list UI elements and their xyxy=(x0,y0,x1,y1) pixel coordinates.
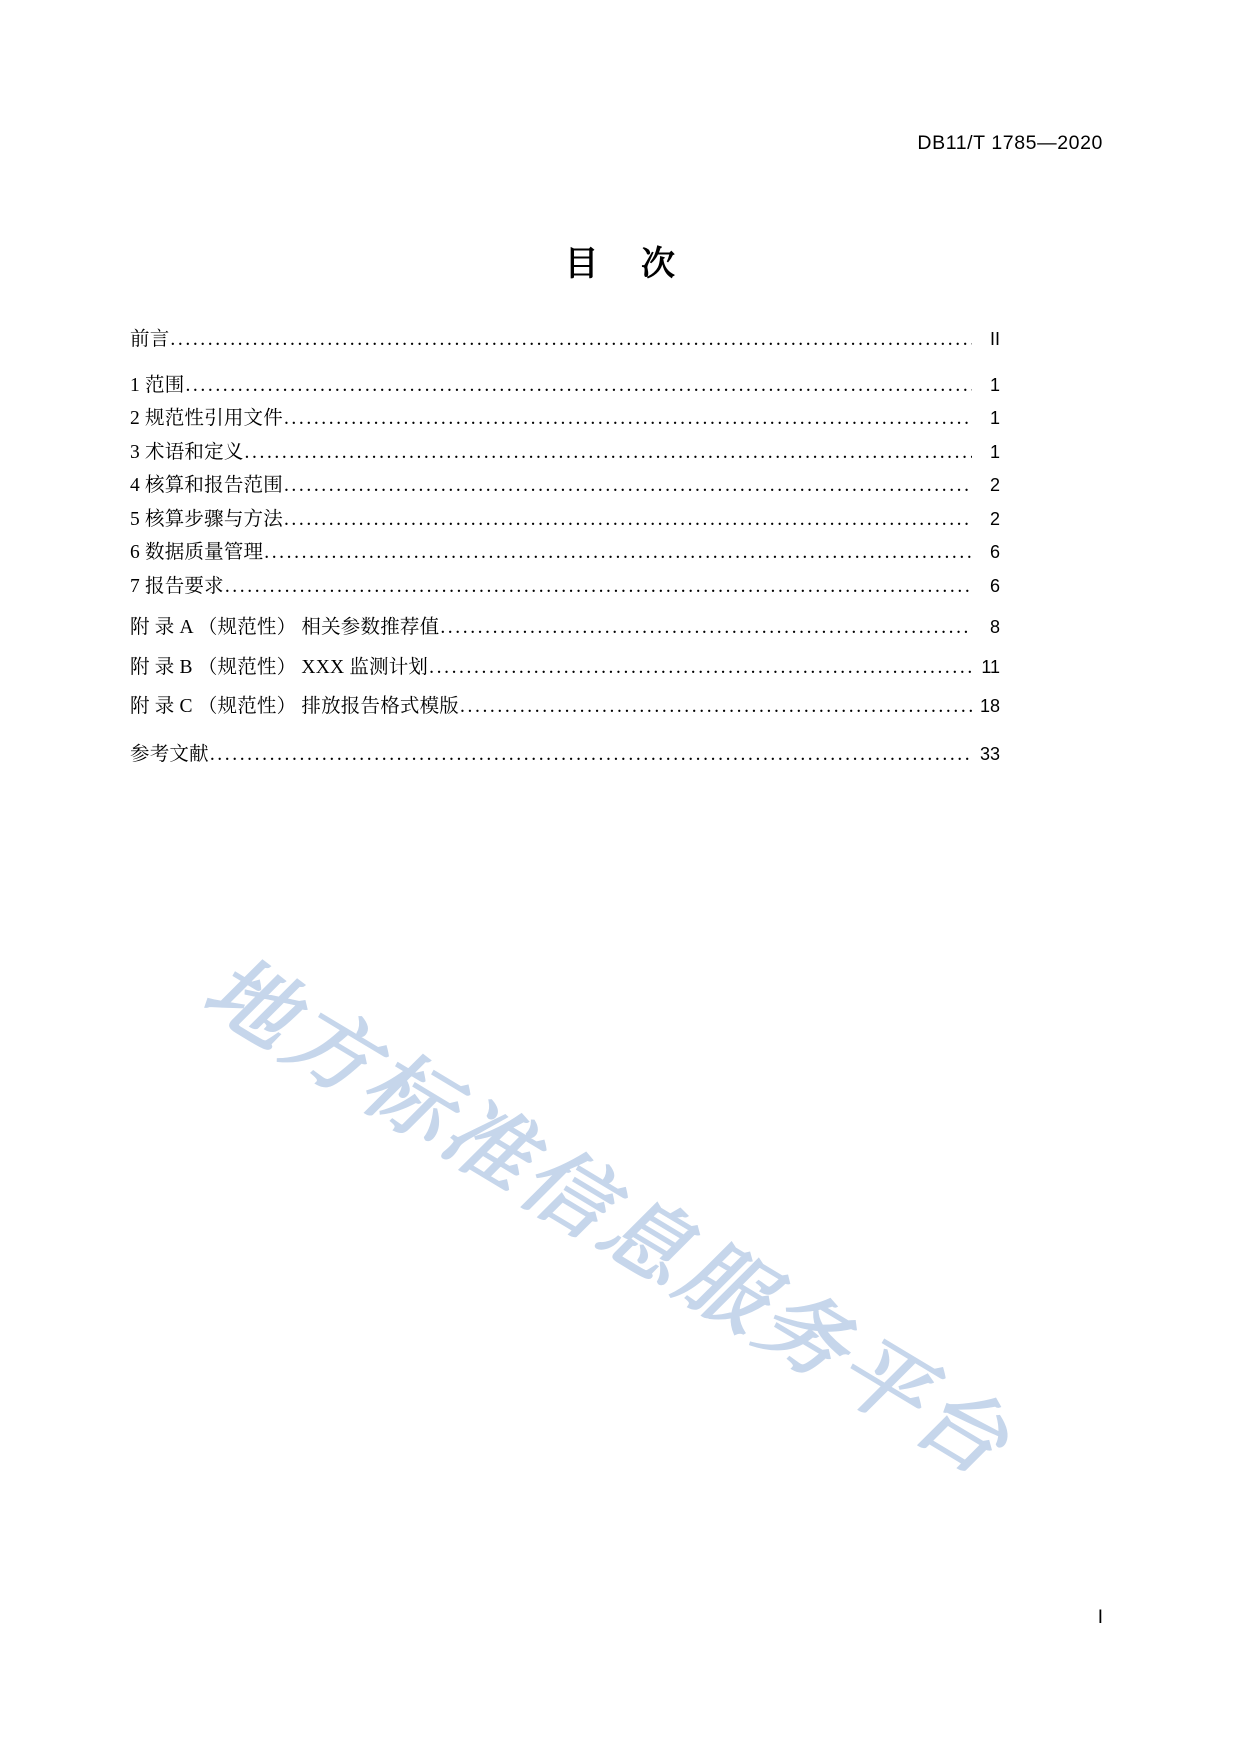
toc-leader-dots xyxy=(225,577,972,597)
toc-entry-annex-c[interactable] xyxy=(130,697,1000,717)
toc-entry-page: II xyxy=(989,329,1000,349)
toc-leader-dots xyxy=(429,658,972,678)
toc-entry-label: 2 规范性引用文件 xyxy=(130,408,283,429)
toc-entry-label: 附 录 B （规范性） XXX 监测计划 xyxy=(130,656,429,678)
toc-entry-bibliography[interactable] xyxy=(130,745,1000,765)
toc-entry-page: 6 xyxy=(989,542,1000,562)
toc-entry-label: 5 核算步骤与方法 xyxy=(130,508,283,530)
toc-entry-page: 33 xyxy=(979,743,1000,764)
toc-entry-annex-a[interactable] xyxy=(130,618,1000,638)
toc-entry-page: 8 xyxy=(989,617,1000,637)
toc-entry-normative-references[interactable] xyxy=(130,409,1000,429)
toc-leader-dots xyxy=(460,697,972,717)
toc-entry-accounting-reporting-scope[interactable] xyxy=(130,476,1000,496)
toc-leader-dots xyxy=(284,409,972,429)
toc-entry-label: 前言 xyxy=(130,329,170,350)
toc-entry-label: 附 录 C （规范性） 排放报告格式模版 xyxy=(130,696,460,717)
toc-entry-preface[interactable] xyxy=(130,330,1000,350)
toc-entry-page: 11 xyxy=(981,656,1000,677)
table-of-contents xyxy=(130,330,1000,764)
title-char-1: 目 xyxy=(564,246,599,283)
toc-entry-accounting-steps-methods[interactable] xyxy=(130,510,1000,530)
toc-entry-label: 3 术语和定义 xyxy=(130,441,244,463)
watermark xyxy=(189,920,1028,1495)
toc-entry-scope[interactable] xyxy=(130,376,1000,396)
toc-entry-annex-b[interactable] xyxy=(130,658,1000,678)
watermark-text: 地方标准信息服务平台 xyxy=(189,938,1028,1495)
standard-code-header: DB11/T 1785—2020 xyxy=(917,132,1103,154)
toc-entry-label: 1 范围 xyxy=(130,374,185,396)
toc-entry-page: 18 xyxy=(979,696,1000,716)
toc-entry-page: 2 xyxy=(989,508,1000,529)
toc-entry-label: 参考文献 xyxy=(130,743,209,765)
footer-page-number: I xyxy=(1097,1607,1103,1628)
toc-leader-dots xyxy=(245,443,972,463)
toc-entry-page: 2 xyxy=(989,475,1000,495)
toc-entry-reporting-requirements[interactable] xyxy=(130,577,1000,597)
title-char-2: 次 xyxy=(641,246,676,283)
toc-entry-page: 1 xyxy=(989,374,1000,395)
toc-leader-dots xyxy=(264,543,972,563)
page-title xyxy=(0,236,1240,285)
toc-leader-dots xyxy=(210,745,972,765)
toc-entry-page: 6 xyxy=(989,575,1000,596)
toc-entry-label: 7 报告要求 xyxy=(130,575,224,597)
toc-leader-dots xyxy=(284,510,972,530)
toc-entry-label: 4 核算和报告范围 xyxy=(130,475,283,496)
toc-leader-dots xyxy=(185,376,972,396)
toc-entry-page: 1 xyxy=(989,441,1000,462)
toc-entry-label: 附 录 A （规范性） 相关参数推荐值 xyxy=(130,617,440,638)
toc-entry-label: 6 数据质量管理 xyxy=(130,542,264,563)
toc-leader-dots xyxy=(440,618,972,638)
toc-entry-terms-definitions[interactable] xyxy=(130,443,1000,463)
toc-leader-dots xyxy=(284,476,972,496)
toc-entry-data-quality-management[interactable] xyxy=(130,543,1000,563)
toc-entry-page: 1 xyxy=(989,408,1000,428)
toc-leader-dots xyxy=(170,330,972,350)
